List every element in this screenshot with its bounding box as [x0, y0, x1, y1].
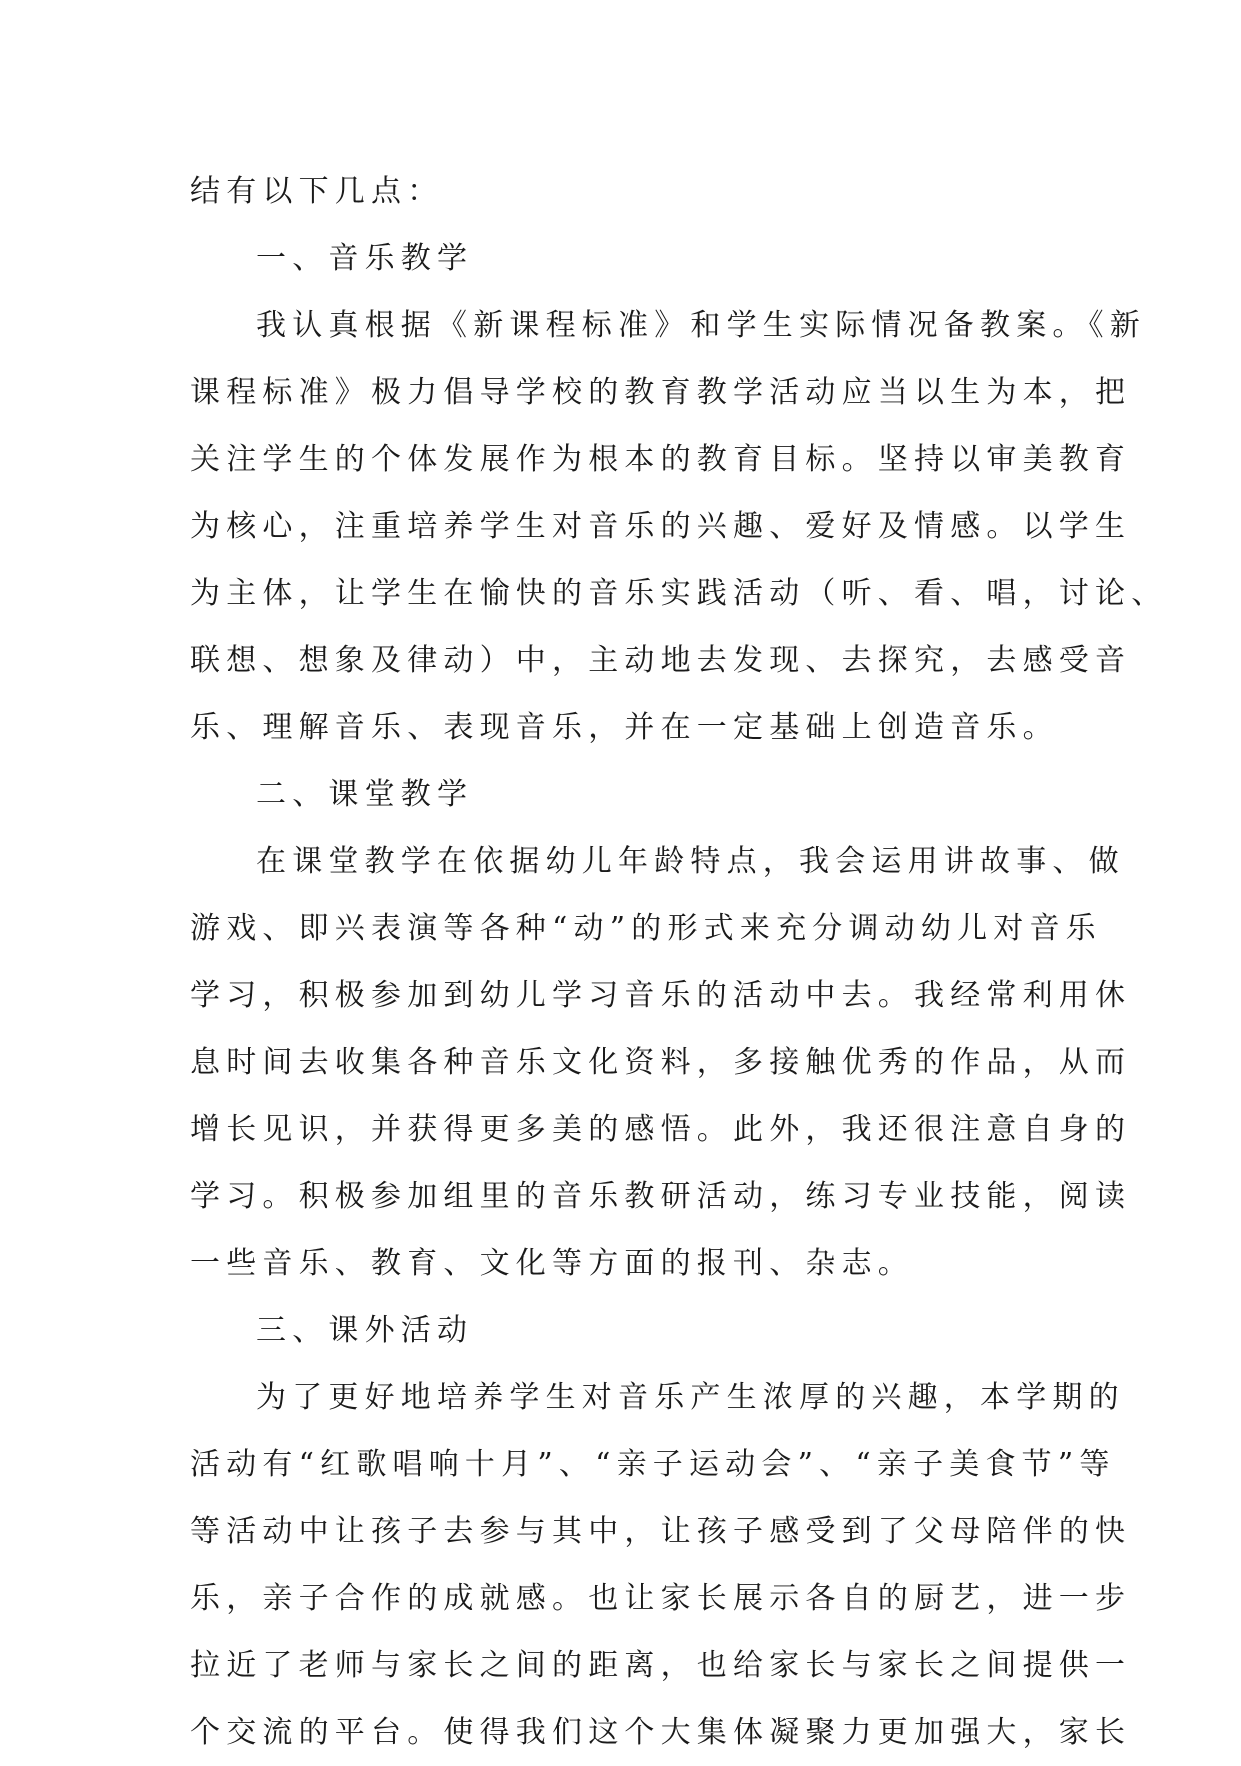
- text-line: 我认真根据《新课程标准》和学生实际情况备教案。《新: [256, 308, 1146, 343]
- text-line: 为了更好地培养学生对音乐产生浓厚的兴趣，本学期的: [256, 1380, 1125, 1415]
- text-line: 课程标准》极力倡导学校的教育教学活动应当以生为本，把: [190, 375, 1132, 410]
- text-line: 增长见识，并获得更多美的感悟。此外，我还很注意自身的: [190, 1112, 1132, 1147]
- text-line: 个交流的平台。使得我们这个大集体凝聚力更加强大，家长: [190, 1715, 1132, 1750]
- text-line: 学习。积极参加组里的音乐教研活动，练习专业技能，阅读: [190, 1179, 1132, 1214]
- section-heading-extracurricular: 三、课外活动: [256, 1313, 474, 1348]
- text-line: 在课堂教学在依据幼儿年龄特点，我会运用讲故事、做: [256, 844, 1125, 879]
- section-heading-music-teaching: 一、音乐教学: [256, 241, 474, 276]
- text-line: 关注学生的个体发展作为根本的教育目标。坚持以审美教育: [190, 442, 1132, 477]
- text-line: 为主体，让学生在愉快的音乐实践活动（听、看、唱，讨论、: [190, 576, 1168, 611]
- text-line: 游戏、即兴表演等各种“动”的形式来充分调动幼儿对音乐: [190, 911, 1102, 946]
- text-line: 等活动中让孩子去参与其中，让孩子感受到了父母陪伴的快: [190, 1514, 1132, 1549]
- text-line: 拉近了老师与家长之间的距离，也给家长与家长之间提供一: [190, 1648, 1132, 1683]
- text-line: 乐，亲子合作的成就感。也让家长展示各自的厨艺，进一步: [190, 1581, 1132, 1616]
- text-line: 结有以下几点：: [190, 174, 444, 209]
- text-line: 一些音乐、教育、文化等方面的报刊、杂志。: [190, 1246, 914, 1281]
- text-line: 为核心，注重培养学生对音乐的兴趣、爱好及情感。以学生: [190, 509, 1132, 544]
- document-body: [190, 158, 1168, 1766]
- text-line: 联想、想象及律动）中，主动地去发现、去探究，去感受音: [190, 643, 1132, 678]
- text-line: 乐、理解音乐、表现音乐，并在一定基础上创造音乐。: [190, 710, 1059, 745]
- section-heading-classroom-teaching: 二、课堂教学: [256, 777, 474, 812]
- text-line: 息时间去收集各种音乐文化资料，多接触优秀的作品，从而: [190, 1045, 1132, 1080]
- text-line: 学习，积极参加到幼儿学习音乐的活动中去。我经常利用休: [190, 978, 1132, 1013]
- text-line: 活动有“红歌唱响十月”、“亲子运动会”、“亲子美食节”等: [190, 1447, 1116, 1482]
